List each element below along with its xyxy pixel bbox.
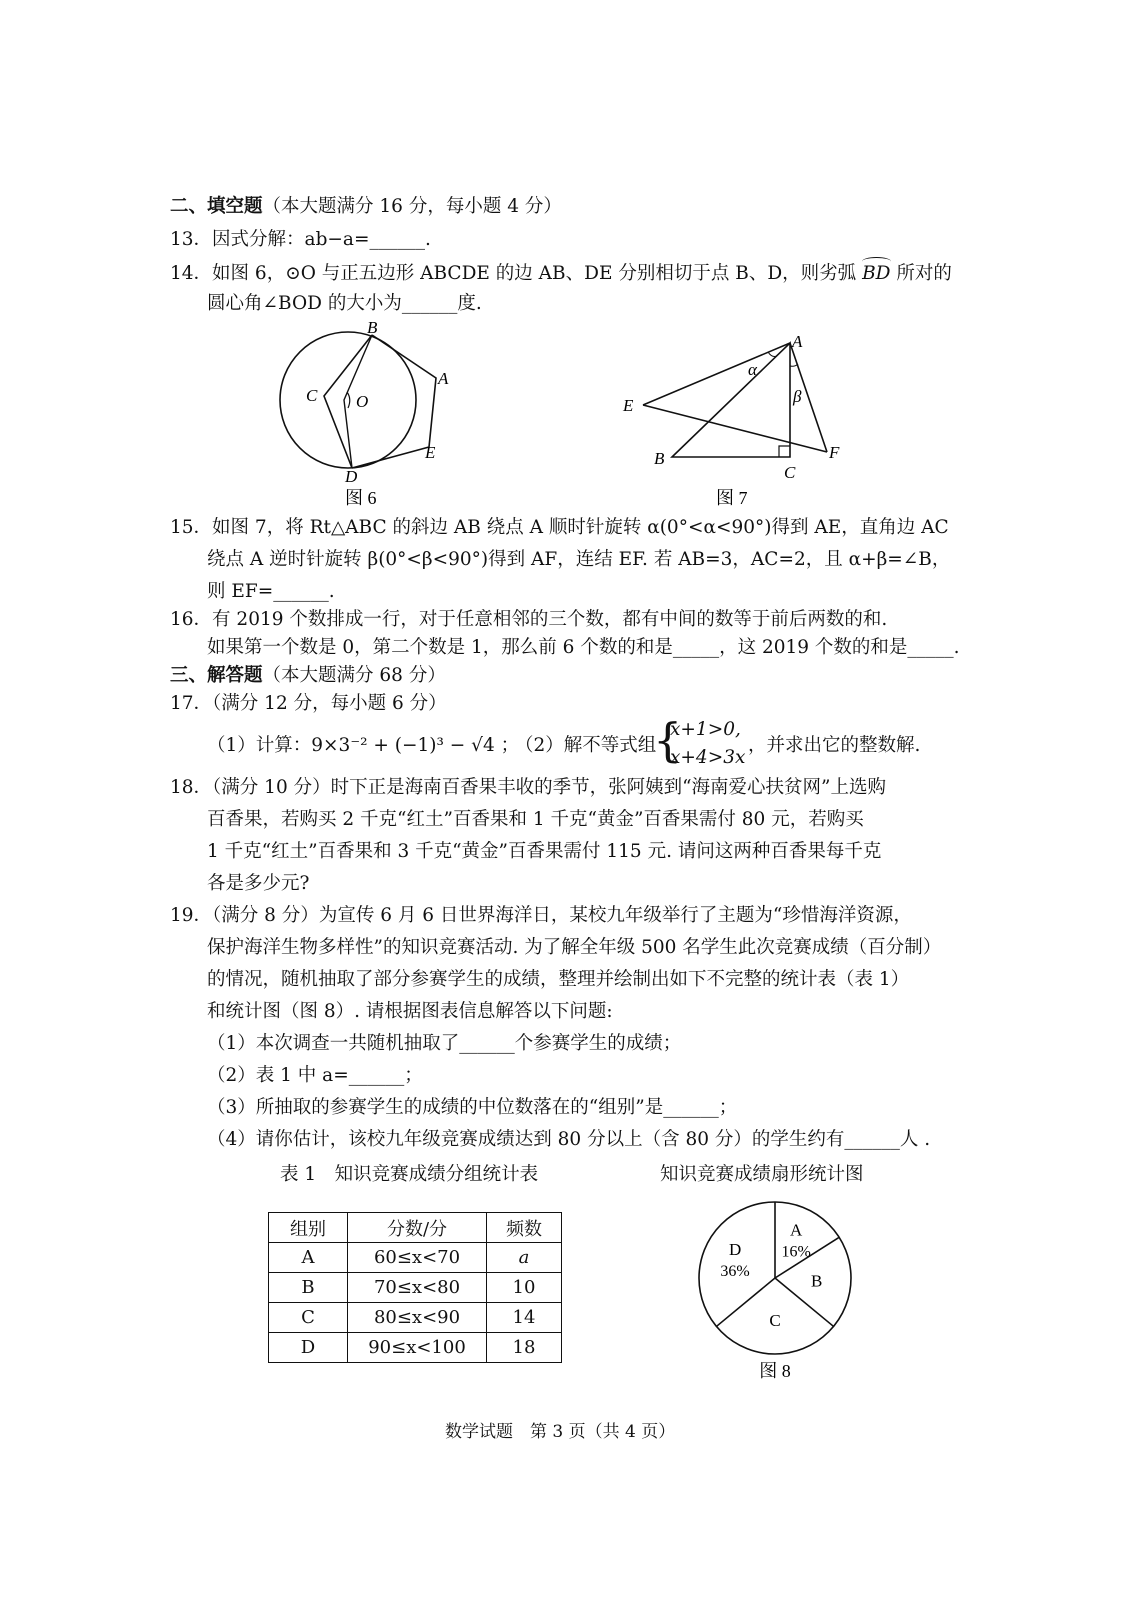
label-a: A <box>792 332 803 351</box>
table-row <box>269 1273 562 1303</box>
fig6-caption: 图 6 <box>345 488 377 508</box>
table-header-row <box>269 1213 562 1243</box>
triangle-abc <box>672 343 790 457</box>
q13-num: 13． <box>170 229 213 250</box>
table-row <box>269 1243 562 1273</box>
q18-num: 18． <box>170 777 213 798</box>
q17-p2-label: （2）解不等式组 <box>515 735 657 756</box>
label-d: D <box>345 467 358 486</box>
q17-p1-label: （1）计算： <box>207 735 312 756</box>
section-2-heading <box>170 195 562 219</box>
table-row <box>269 1333 562 1363</box>
cell-score: 80≤x<90 <box>348 1303 487 1333</box>
beta-arc <box>790 364 798 366</box>
label-a: A <box>438 369 449 388</box>
label-e: E <box>623 396 634 415</box>
circle-o <box>280 332 416 468</box>
q17-p1-expr: 9×3⁻² + (−1)³ − √4 ； <box>311 735 520 756</box>
page-footer: 数学试题 第 3 页（共 4 页） <box>445 1422 676 1442</box>
pie-slice-boundary <box>716 1278 775 1326</box>
pie-percent-a: 16% <box>781 1243 811 1261</box>
right-angle-mark <box>779 446 790 457</box>
q18-line2: 百香果，若购买 2 千克“红土”百香果和 1 千克“黄金”百香果需付 80 元，若购买 <box>207 809 864 830</box>
q15-num: 15． <box>170 517 213 538</box>
q14-arc <box>862 263 890 284</box>
q18-text-1: （满分 10 分）时下正是海南百香果丰收的季节，张阿姨到“海南爱心扶贫网”上选购 <box>212 777 887 798</box>
label-b: B <box>654 449 665 468</box>
q19-text-1: （满分 8 分）为宣传 6 月 6 日世界海洋日，某校九年级举行了主题为“珍惜海洋资源， <box>212 905 912 926</box>
cell-score: 90≤x<100 <box>348 1333 487 1363</box>
label-f: F <box>829 443 840 462</box>
q15-line3: 则 EF=______. <box>207 581 335 602</box>
q19-line4: 和统计图（图 8）. 请根据图表信息解答以下问题: <box>207 1001 613 1022</box>
q15-line2: 绕点 A 逆时针旋转 β(0°<β<90°)得到 AF，连结 EF. 若 AB=3，AC=2，且 α+β=∠B， <box>207 549 951 570</box>
segment-ef <box>643 405 827 452</box>
q16-line2: 如果第一个数是 0，第二个数是 1，那么前 6 个数的和是_____，这 2019 个数的和是_____. <box>207 637 960 658</box>
arc-mark <box>862 257 890 266</box>
th-freq: 频数 <box>487 1213 562 1243</box>
q19-sub1: （1）本次调查一共随机抽取了______个参赛学生的成绩； <box>207 1033 682 1054</box>
brace: { <box>653 713 683 767</box>
q17-ineq-2: x+4>3x <box>670 747 746 768</box>
label-alpha: α <box>748 360 757 379</box>
cell-score: 60≤x<70 <box>348 1243 487 1273</box>
pie-chart <box>690 1190 870 1390</box>
q19-num: 19． <box>170 905 213 926</box>
q18-line3: 1 千克“红土”百香果和 3 千克“黄金”百香果需付 115 元. 请问这两种百香果每千克 <box>207 841 882 862</box>
q17-p2-tail: ，并求出它的整数解. <box>748 735 921 756</box>
q14-line1 <box>170 262 952 286</box>
pie-label-a: A <box>790 1220 803 1240</box>
cell-group: A <box>269 1243 348 1273</box>
q17-note: （满分 12 分，每小题 6 分） <box>212 693 447 714</box>
cell-freq: 14 <box>487 1303 562 1333</box>
label-o: O <box>356 392 369 411</box>
table1-caption: 表 1 知识竞赛成绩分组统计表 <box>280 1164 539 1185</box>
q14-text-1b: 所对的 <box>896 263 952 284</box>
cell-freq: 18 <box>487 1333 562 1363</box>
cell-group: D <box>269 1333 348 1363</box>
label-c: C <box>784 463 796 482</box>
cell-freq: a <box>487 1243 562 1273</box>
th-score: 分数/分 <box>348 1213 487 1243</box>
q13 <box>170 228 431 252</box>
q14-line2: 圆心角∠BOD 的大小为______度. <box>207 293 482 314</box>
q17-part1 <box>207 734 519 758</box>
q19-sub3: （3）所抽取的参赛学生的成绩的中位数落在的“组别”是______； <box>207 1097 738 1118</box>
chart-caption: 图 8 <box>759 1361 791 1381</box>
pie-label-c: C <box>769 1310 781 1330</box>
label-b: B <box>367 322 378 337</box>
cell-freq: 10 <box>487 1273 562 1303</box>
table-1 <box>268 1212 562 1363</box>
q19-sub2: （2）表 1 中 a=______； <box>207 1065 423 1086</box>
q19-line3: 的情况，随机抽取了部分参赛学生的成绩，整理并绘制出如下不完整的统计表（表 1） <box>207 969 910 990</box>
angle-o-arc <box>347 392 350 408</box>
q16-text-1: 有 2019 个数排成一行，对于任意相邻的三个数，都有中间的数等于前后两数的和. <box>212 609 888 630</box>
section-3-title: 三、解答题 <box>170 665 263 686</box>
q14-num: 14． <box>170 263 213 284</box>
q14-text-1: 如图 6，⊙O 与正五边形 ABCDE 的边 AB、DE 分别相切于点 B、D，则劣弧 <box>212 263 857 284</box>
section-2-title: 二、填空题 <box>170 196 263 217</box>
cell-score: 70≤x<80 <box>348 1273 487 1303</box>
q18-line4: 各是多少元? <box>207 873 310 894</box>
q14-arc-label: BD <box>862 263 891 284</box>
chart-title: 知识竞赛成绩扇形统计图 <box>660 1164 864 1185</box>
q17-ineq-1: x+1>0, <box>670 719 741 740</box>
fig7-caption: 图 7 <box>716 488 748 508</box>
label-beta: β <box>793 387 802 406</box>
cell-group: B <box>269 1273 348 1303</box>
figure-7 <box>620 330 860 512</box>
cell-group: C <box>269 1303 348 1333</box>
q17-num: 17． <box>170 693 213 714</box>
q19-sub4: （4）请你估计，该校九年级竞赛成绩达到 80 分以上（含 80 分）的学生约有______人 . <box>207 1129 931 1150</box>
q17-heading <box>170 692 447 716</box>
q16-num: 16． <box>170 609 213 630</box>
q19-line1 <box>170 904 912 928</box>
label-c: C <box>306 386 318 405</box>
pie-slice-boundary <box>775 1278 834 1326</box>
q15-text-1: 如图 7，将 Rt△ABC 的斜边 AB 绕点 A 顺时针旋转 α(0°<α<90°)得到 AE，直角边 AC <box>212 517 949 538</box>
pie-label-b: B <box>811 1271 823 1291</box>
th-group: 组别 <box>269 1213 348 1243</box>
section-3-heading <box>170 664 446 688</box>
q15-line1 <box>170 516 949 540</box>
pie-label-d: D <box>728 1240 742 1260</box>
q16-line1 <box>170 608 887 632</box>
q19-line2: 保护海洋生物多样性”的知识竞赛活动. 为了解全年级 500 名学生此次竞赛成绩（百分制） <box>207 937 942 958</box>
q18-line1 <box>170 776 886 800</box>
section-2-note: （本大题满分 16 分，每小题 4 分） <box>262 196 562 217</box>
q13-text: 因式分解：ab−a=______. <box>212 229 431 250</box>
figure-6 <box>268 322 468 512</box>
pie-percent-d: 36% <box>720 1263 750 1281</box>
label-e: E <box>425 443 436 462</box>
table-row <box>269 1303 562 1333</box>
section-3-note: （本大题满分 68 分） <box>262 665 446 686</box>
